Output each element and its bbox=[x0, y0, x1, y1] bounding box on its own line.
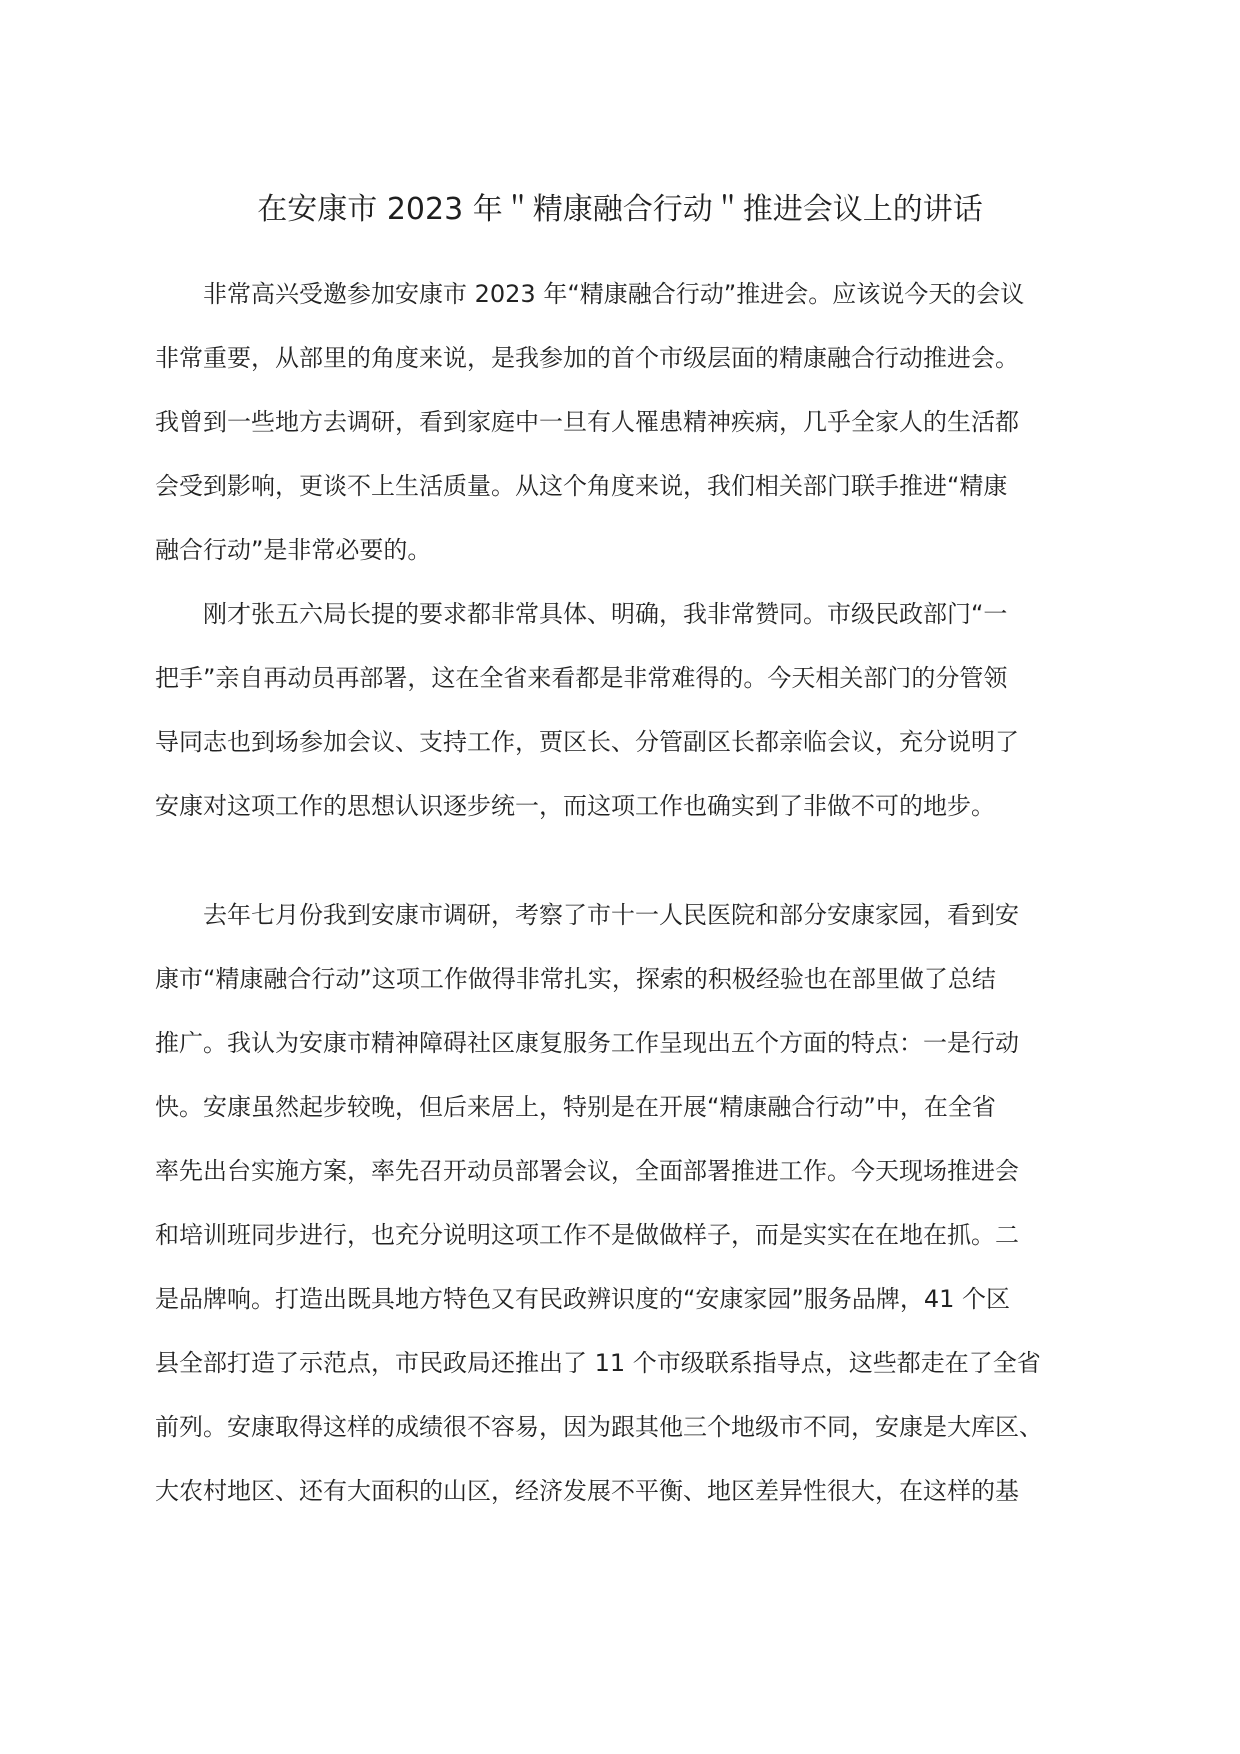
paragraph-line: 大农村地区、还有大面积的山区，经济发展不平衡、地区差异性很大，在这样的基 bbox=[155, 1477, 1019, 1505]
paragraph-line: 会受到影响，更谈不上生活质量。从这个角度来说，我们相关部门联手推进“精康 bbox=[155, 472, 1008, 500]
paragraph-line: 快。安康虽然起步较晚，但后来居上，特别是在开展“精康融合行动”中，在全省 bbox=[155, 1093, 996, 1121]
paragraph-line: 安康对这项工作的思想认识逐步统一，而这项工作也确实到了非做不可的地步。 bbox=[155, 792, 995, 820]
paragraph-1 bbox=[155, 262, 1095, 582]
paragraph-line: 康市“精康融合行动”这项工作做得非常扎实，探索的积极经验也在部里做了总结 bbox=[155, 965, 996, 993]
paragraph-line: 刚才张五六局长提的要求都非常具体、明确，我非常赞同。市级民政部门“一 bbox=[203, 600, 1008, 628]
paragraph-line: 和培训班同步进行，也充分说明这项工作不是做做样子，而是实实在在地在抓。二 bbox=[155, 1221, 1019, 1249]
paragraph-line: 是品牌响。打造出既具地方特色又有民政辨识度的“安康家园”服务品牌，41 个区 bbox=[155, 1285, 1011, 1313]
paragraph-line: 非常重要，从部里的角度来说，是我参加的首个市级层面的精康融合行动推进会。 bbox=[155, 344, 1019, 372]
paragraph-line: 我曾到一些地方去调研，看到家庭中一旦有人罹患精神疾病，几乎全家人的生活都 bbox=[155, 408, 1019, 436]
paragraph-line: 导同志也到场参加会议、支持工作，贾区长、分管副区长都亲临会议，充分说明了 bbox=[155, 728, 1019, 756]
paragraph-3 bbox=[155, 883, 1095, 1523]
paragraph-line: 率先出台实施方案，率先召开动员部署会议，全面部署推进工作。今天现场推进会 bbox=[155, 1157, 1019, 1185]
paragraph-2 bbox=[155, 582, 1095, 838]
paragraph-line: 融合行动”是非常必要的。 bbox=[155, 536, 432, 564]
paragraph-line: 前列。安康取得这样的成绩很不容易，因为跟其他三个地级市不同，安康是大库区、 bbox=[155, 1413, 1043, 1441]
paragraph-line: 把手”亲自再动员再部署，这在全省来看都是非常难得的。今天相关部门的分管领 bbox=[155, 664, 1008, 692]
document-title: 在安康市 2023 年＂精康融合行动＂推进会议上的讲话 bbox=[257, 192, 983, 227]
paragraph-line: 县全部打造了示范点，市民政局还推出了 11 个市级联系指导点，这些都走在了全省 bbox=[155, 1349, 1041, 1377]
paragraph-line: 非常高兴受邀参加安康市 2023 年“精康融合行动”推进会。应该说今天的会议 bbox=[203, 280, 1025, 308]
paragraph-line: 去年七月份我到安康市调研，考察了市十一人民医院和部分安康家园，看到安 bbox=[203, 901, 1019, 929]
paragraph-line: 推广。我认为安康市精神障碍社区康复服务工作呈现出五个方面的特点：一是行动 bbox=[155, 1029, 1019, 1057]
